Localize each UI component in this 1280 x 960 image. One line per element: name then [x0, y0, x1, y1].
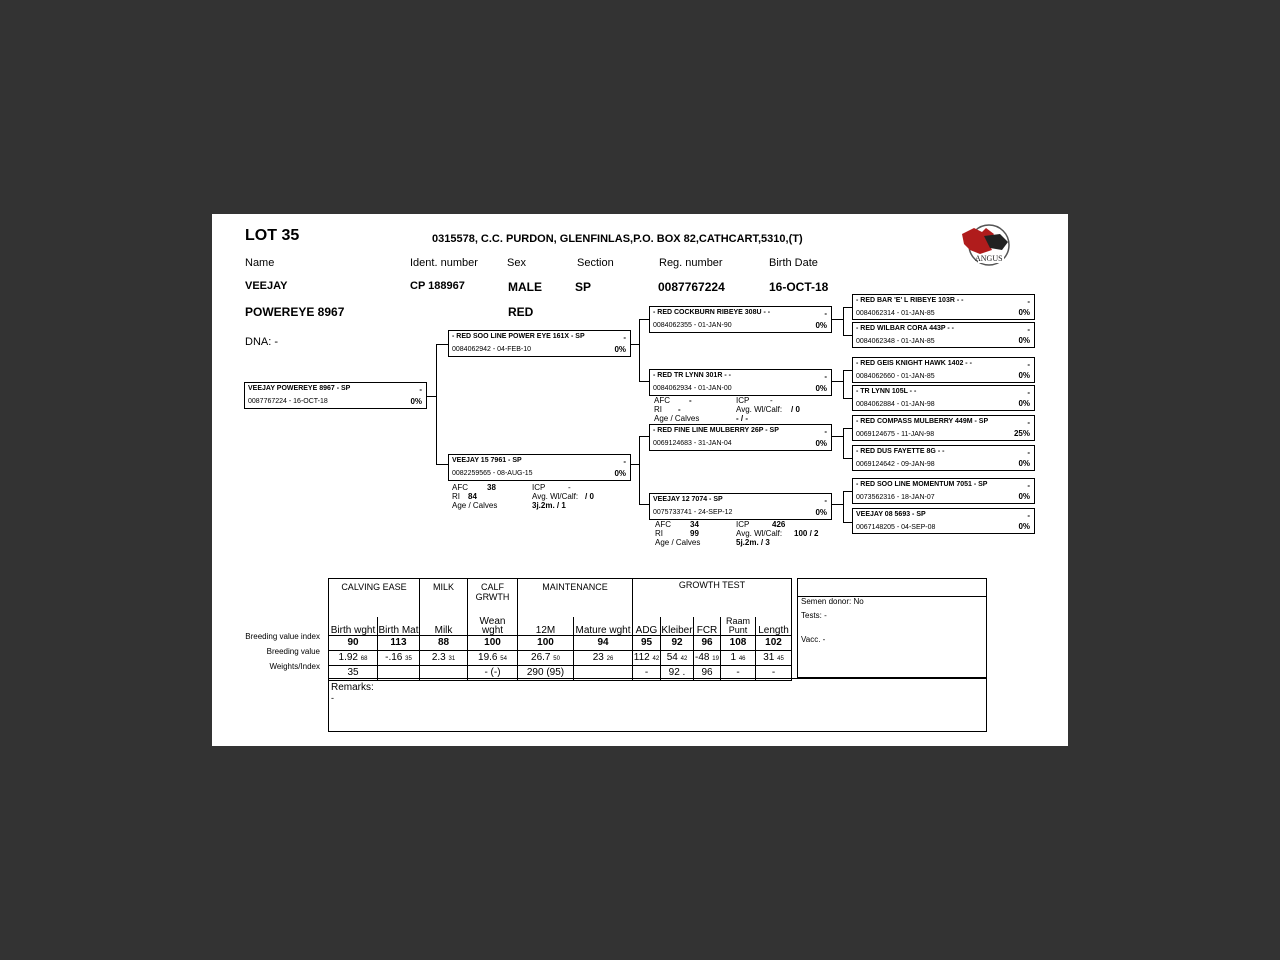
breeding-value-cell — [694, 650, 721, 665]
logo-text: ANGUS — [975, 254, 1003, 263]
wcalf-value: / 0 — [791, 405, 800, 414]
column-header: ADG — [633, 617, 661, 636]
box-mark: - — [1027, 388, 1030, 397]
tests: Tests: - — [801, 611, 827, 620]
remarks-label: Remarks: — [331, 682, 374, 693]
connector-line — [639, 436, 640, 504]
box-mark: - — [1027, 360, 1030, 369]
breeding-value-index-cell: 108 — [721, 635, 756, 650]
age-value: 3j.2m. / 1 — [532, 501, 566, 510]
breeding-value: -.16 — [385, 652, 403, 663]
animal-name: - RED GEIS KNIGHT HAWK 1402 - - — [856, 360, 972, 367]
connector-line — [831, 381, 843, 382]
animal-info: 0069124675 - 11-JAN-98 — [856, 431, 935, 438]
connector-line — [843, 458, 852, 459]
animal-name: VEEJAY 12 7074 - SP — [653, 496, 723, 503]
accuracy: 35 — [405, 656, 412, 662]
dna-label: DNA: - — [245, 336, 278, 348]
percentage: 0% — [1018, 522, 1030, 531]
breeding-value: 1 — [730, 652, 737, 663]
weights-index-cell: 96 — [694, 665, 721, 680]
accuracy: 46 — [738, 656, 746, 662]
pedigree-box-gg5 — [852, 415, 1035, 441]
column-header: FCR — [694, 617, 721, 636]
ri-label: RI — [452, 492, 460, 501]
breeding-value-index-cell: 94 — [574, 635, 633, 650]
breeding-value-index-cell: 100 — [468, 635, 518, 650]
group-calf-growth: CALF GRWTH — [468, 579, 518, 617]
column-header: Mature wght — [574, 617, 633, 636]
percentage: 0% — [1018, 336, 1030, 345]
weights-index-cell: 35 — [329, 665, 378, 680]
connector-line — [843, 335, 852, 336]
breeding-value-cell — [468, 650, 518, 665]
column-header: 12M — [518, 617, 574, 636]
connector-line — [436, 344, 437, 464]
column-header: Raam Punt — [721, 617, 756, 636]
connector-line — [843, 307, 852, 308]
performance-table — [328, 578, 792, 681]
icp-label: ICP — [736, 520, 750, 529]
wcalf-label: Avg. Wl/Calf: — [736, 405, 783, 414]
pedigree-box-gg4 — [852, 385, 1035, 411]
pedigree-box-gg2 — [852, 322, 1035, 348]
pedigree-certificate — [212, 214, 1068, 746]
label-sex: Sex — [507, 257, 526, 269]
animal-name: - RED COCKBURN RIBEYE 308U - - — [653, 309, 771, 316]
box-mark: - — [824, 372, 827, 381]
connector-line — [831, 436, 843, 437]
breeding-value-index-cell: 96 — [694, 635, 721, 650]
group-calving-ease: CALVING EASE — [329, 579, 420, 617]
column-header: Birth wght — [329, 617, 378, 636]
animal-name: VEEJAY 08 5693 - SP — [856, 511, 926, 518]
pedigree-box-dam-dam — [649, 493, 832, 520]
animal-info: 0082259565 - 08-AUG-15 — [452, 470, 533, 477]
pedigree-box-gg3 — [852, 357, 1035, 383]
percentage: 0% — [815, 384, 827, 393]
afc-label: AFC — [655, 520, 671, 529]
weights-index-cell: 290 (95) — [518, 665, 574, 680]
animal-name: - RED FINE LINE MULBERRY 26P - SP — [653, 427, 779, 434]
animal-info: 0084062348 - 01-JAN-85 — [856, 338, 935, 345]
column-header: Milk — [420, 617, 468, 636]
animal-name: - RED DUS FAYETTE 8G - - — [856, 448, 945, 455]
connector-line — [843, 428, 852, 429]
breeding-value-cell — [420, 650, 468, 665]
remarks-value: - — [331, 693, 334, 703]
connector-line — [843, 522, 852, 523]
semen-donor: Semen donor: No — [801, 597, 864, 606]
animal-info: 0067148205 - 04-SEP-08 — [856, 524, 936, 531]
breeding-value-cell — [574, 650, 633, 665]
animal-info: 0084062660 - 01-JAN-85 — [856, 373, 935, 380]
box-mark: - — [1027, 325, 1030, 334]
connector-line — [630, 464, 639, 465]
breeding-value-index-cell: 92 — [661, 635, 694, 650]
owner-address: 0315578, C.C. PURDON, GLENFINLAS,P.O. BOX 82,CATHCART,5310,(T) — [432, 233, 803, 245]
accuracy: 50 — [553, 656, 560, 662]
pedigree-box-self — [244, 382, 427, 409]
wcalf-label: Avg. Wl/Calf: — [532, 492, 579, 501]
weights-index-cell: - (-) — [468, 665, 518, 680]
percentage: 25% — [1013, 429, 1030, 438]
vaccinations: Vacc. - — [801, 635, 826, 644]
afc-value: - — [689, 396, 692, 405]
icp-value: - — [770, 396, 773, 405]
accuracy: 19 — [712, 656, 719, 662]
breeding-value: 31 — [763, 652, 775, 663]
ident-number: CP 188967 — [410, 280, 465, 292]
row-label-bv: Breeding value — [266, 647, 320, 656]
percentage: 0% — [815, 508, 827, 517]
animal-name: - RED BAR 'E' L RIBEYE 103R - - — [856, 297, 964, 304]
label-reg: Reg. number — [659, 257, 723, 269]
connector-line — [427, 396, 436, 397]
breeding-value-index-cell: 100 — [518, 635, 574, 650]
percentage: 0% — [1018, 399, 1030, 408]
birth-date: 16-OCT-18 — [769, 280, 829, 294]
accuracy: 45 — [777, 656, 784, 662]
animal-info: 0069124642 - 09-JAN-98 — [856, 461, 935, 468]
connector-line — [639, 319, 640, 381]
pedigree-box-gg1 — [852, 294, 1035, 320]
animal-info: 0084062942 - 04-FEB-10 — [452, 346, 531, 353]
pedigree-box-dam-sire — [649, 424, 832, 451]
breeding-value: 112 — [633, 652, 650, 663]
icp-value: - — [568, 483, 571, 492]
label-name: Name — [245, 257, 275, 269]
ri-label: RI — [655, 529, 663, 538]
breeding-value-index-cell: 90 — [329, 635, 378, 650]
percentage: 0% — [614, 345, 626, 354]
animal-name: - RED COMPASS MULBERRY 449M - SP — [856, 418, 989, 425]
connector-line — [639, 504, 649, 505]
percentage: 0% — [815, 439, 827, 448]
animal-info: 0084062934 - 01-JAN-00 — [653, 385, 732, 392]
afc-value: 38 — [487, 483, 496, 492]
ri-value: - — [678, 405, 681, 414]
weights-index-cell: 92 . — [661, 665, 694, 680]
animal-name: - RED SOO LINE MOMENTUM 7051 - SP — [856, 481, 988, 488]
age-label: Age / Calves — [655, 538, 701, 547]
breeding-value: 26.7 — [531, 652, 551, 663]
connector-line — [843, 398, 852, 399]
column-header: Birth Mat — [378, 617, 420, 636]
box-mark: - — [623, 457, 626, 466]
row-label-weights: Weights/Index — [269, 662, 320, 671]
breeding-value: 54 — [666, 652, 678, 663]
remarks-box — [328, 678, 987, 732]
percentage: 0% — [614, 469, 626, 478]
age-value: - / - — [736, 414, 748, 423]
animal-name: VEEJAY POWEREYE 8967 - SP — [248, 385, 351, 392]
animal-name: - RED TR LYNN 301R - - — [653, 372, 731, 379]
animal-name: VEEJAY 15 7961 - SP — [452, 457, 522, 464]
accuracy: 26 — [606, 656, 614, 662]
percentage: 0% — [1018, 371, 1030, 380]
icp-label: ICP — [532, 483, 546, 492]
connector-line — [436, 464, 448, 465]
box-mark: - — [1027, 297, 1030, 306]
accuracy: 54 — [500, 656, 507, 662]
pedigree-box-gg7 — [852, 478, 1035, 504]
connector-line — [639, 436, 649, 437]
sire-dam-stats — [654, 396, 800, 423]
box-mark: - — [1027, 511, 1030, 520]
group-maintenance: MAINTENANCE — [518, 579, 633, 617]
percentage: 0% — [1018, 308, 1030, 317]
animal-info: 0084062355 - 01-JAN-90 — [653, 322, 732, 329]
weights-index-cell: - — [721, 665, 756, 680]
animal-info: 0084062314 - 01-JAN-85 — [856, 310, 935, 317]
afc-label: AFC — [654, 396, 670, 405]
pedigree-box-sire-dam — [649, 369, 832, 396]
age-label: Age / Calves — [452, 501, 498, 510]
connector-line — [436, 344, 448, 345]
label-birth: Birth Date — [769, 257, 818, 269]
breeding-value-cell — [378, 650, 420, 665]
connector-line — [639, 319, 649, 320]
breeding-value-index-cell: 113 — [378, 635, 420, 650]
accuracy: 42 — [652, 656, 660, 662]
breeding-value-index-cell: 102 — [756, 635, 792, 650]
animal-info: 0084062884 - 01-JAN-98 — [856, 401, 935, 408]
wcalf-label: Avg. Wl/Calf: — [736, 529, 783, 538]
afc-value: 34 — [690, 520, 699, 529]
group-milk: MILK — [420, 579, 468, 617]
angus-logo — [956, 220, 1016, 270]
column-header: Length — [756, 617, 792, 636]
connector-line — [843, 491, 844, 522]
pedigree-box-sire-sire — [649, 306, 832, 333]
connector-line — [831, 504, 843, 505]
box-mark: - — [419, 385, 422, 394]
pedigree-box-dam — [448, 454, 631, 481]
ri-value: 99 — [690, 529, 699, 538]
box-mark: - — [1027, 481, 1030, 490]
breeding-value-cell — [661, 650, 694, 665]
label-ident: Ident. number — [410, 257, 478, 269]
box-mark: - — [824, 309, 827, 318]
animal-info: 0069124683 - 31-JAN-04 — [653, 440, 732, 447]
box-mark: - — [1027, 418, 1030, 427]
breeding-value-cell — [633, 650, 661, 665]
side-info-panel — [797, 578, 987, 678]
dam-stats — [452, 483, 594, 510]
connector-line — [843, 428, 844, 458]
connector-line — [843, 491, 852, 492]
lot-number: LOT 35 — [245, 227, 300, 244]
wcalf-value: 100 / 2 — [794, 529, 819, 538]
breeding-value-cell — [756, 650, 792, 665]
breeding-value-cell — [721, 650, 756, 665]
breeding-value-cell — [329, 650, 378, 665]
connector-line — [831, 319, 843, 320]
breeding-value: 1.92 — [338, 652, 358, 663]
breeding-value-index-cell: 88 — [420, 635, 468, 650]
pedigree-box-gg6 — [852, 445, 1035, 471]
breeding-value: -48 — [695, 652, 710, 663]
icp-value: 426 — [772, 520, 786, 529]
ri-value: 84 — [468, 492, 477, 501]
accuracy: 42 — [680, 656, 688, 662]
connector-line — [843, 370, 844, 398]
percentage: 0% — [410, 397, 422, 406]
connector-line — [843, 307, 844, 335]
weights-index-cell: - — [756, 665, 792, 680]
animal-name: - RED SOO LINE POWER EYE 161X - SP — [452, 333, 585, 340]
box-mark: - — [824, 427, 827, 436]
dam-dam-stats — [655, 520, 819, 547]
percentage: 0% — [1018, 459, 1030, 468]
icp-label: ICP — [736, 396, 750, 405]
column-header: Wean wght — [468, 617, 518, 636]
column-header: Kleiber — [661, 617, 694, 636]
reg-number: 0087767224 — [658, 280, 725, 294]
breeding-value: 2.3 — [431, 652, 446, 663]
pedigree-box-gg8 — [852, 508, 1035, 534]
color-value: RED — [508, 305, 534, 319]
afc-label: AFC — [452, 483, 468, 492]
breeding-value: 23 — [592, 652, 604, 663]
row-label-bvi: Breeding value index — [245, 632, 320, 641]
animal-name-2: POWEREYE 8967 — [245, 305, 345, 319]
box-mark: - — [824, 496, 827, 505]
breeding-value-cell — [518, 650, 574, 665]
accuracy: 31 — [448, 656, 456, 662]
pedigree-box-sire — [448, 330, 631, 357]
animal-info: 0087767224 - 16-OCT-18 — [248, 398, 328, 405]
percentage: 0% — [1018, 492, 1030, 501]
weights-index-cell: - — [633, 665, 661, 680]
connector-line — [630, 344, 639, 345]
box-mark: - — [623, 333, 626, 342]
accuracy: 68 — [360, 656, 368, 662]
wcalf-value: / 0 — [585, 492, 594, 501]
connector-line — [843, 370, 852, 371]
breeding-value-index-cell: 95 — [633, 635, 661, 650]
breeding-value: 19.6 — [478, 652, 498, 663]
connector-line — [639, 381, 649, 382]
age-value: 5j.2m. / 3 — [736, 538, 770, 547]
label-section: Section — [577, 257, 614, 269]
sex-value: MALE — [508, 280, 542, 294]
animal-name: - TR LYNN 105L - - — [856, 388, 917, 395]
animal-name: - RED WILBAR CORA 443P - - — [856, 325, 955, 332]
animal-info: 0073562316 - 18-JAN-07 — [856, 494, 935, 501]
ri-label: RI — [654, 405, 662, 414]
section-value: SP — [575, 280, 592, 294]
animal-name-1: VEEJAY — [245, 280, 288, 292]
box-mark: - — [1027, 448, 1030, 457]
percentage: 0% — [815, 321, 827, 330]
age-label: Age / Calves — [654, 414, 700, 423]
group-growth-test: GROWTH TEST — [633, 579, 792, 617]
animal-info: 0075733741 - 24-SEP-12 — [653, 509, 733, 516]
